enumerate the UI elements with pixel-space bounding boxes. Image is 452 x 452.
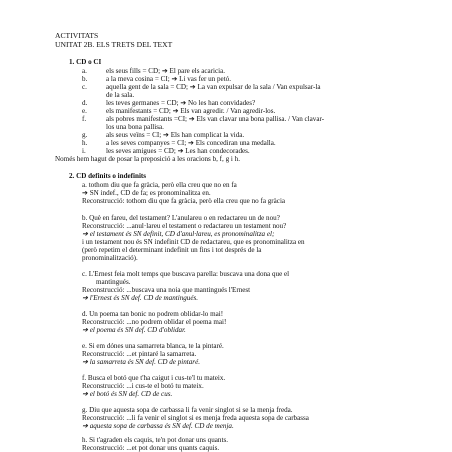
exercise-e-sentence: e. Si em dónes una samarreta blanca, te la pintaré. — [82, 342, 224, 350]
section1-item-text-cont: los una bona pallisa. — [106, 123, 164, 131]
exercise-f-analysis: ➔ el botó és SN def. CD de cus. — [82, 390, 173, 398]
exercise-a-reconstruction: Reconstrucció: tothom diu que fa gràcia, però ella creu que no fa gràcia — [82, 197, 286, 205]
exercise-c-sentence-cont: mantingués. — [96, 278, 131, 286]
document-subtitle: UNITAT 2B. ELS TRETS DEL TEXT — [55, 40, 173, 49]
section1-item-letter: b. — [82, 75, 88, 83]
section1-item-text: aquella gent de la sala = CD; ➔ La van expulsar de la sala / Van expulsar-la — [106, 83, 321, 91]
exercise-g-reconstruction: Reconstrucció: ...li fa venir el singlot si es menja freda aquesta sopa de carbassa — [82, 414, 309, 422]
section1-heading: 1. CD o CI — [69, 58, 102, 66]
exercise-c-reconstruction: Reconstrucció: ...buscava una noia que mantingués l'Ernest — [82, 286, 251, 294]
exercise-b-reconstruction: Reconstrucció: ...anul·lareu el testament o redactareu un testament nou? — [82, 222, 287, 230]
section1-item-letter: a. — [82, 67, 87, 75]
exercise-a-analysis: ➔ SN indef., CD de fa; es pronominalitza en. — [82, 189, 211, 197]
section1-item-text: a les seves companyes = CI; ➔ Els concediran una medalla. — [106, 139, 276, 147]
exercise-e-analysis: ➔ la samarreta és SN def. CD de pintaré. — [82, 358, 200, 366]
exercise-b-sentence: b. Què en fareu, del testament? L'anulareu o en redactareu un de nou? — [82, 214, 280, 222]
section2-heading: 2. CD definits o indefinits — [69, 172, 147, 180]
exercise-d-reconstruction: Reconstrucció: ...no podrem oblidar el poema mai! — [82, 318, 227, 326]
section1-item-letter: g. — [82, 131, 88, 139]
section1-item-text: als seus veïns = CI; ➔ Els han complicat la vida. — [106, 131, 245, 139]
section1-item-text: els manifestants = CD; ➔ Els van agredir. / Van agredir-los. — [106, 107, 276, 115]
exercise-d-sentence: d. Un poema tan bonic no podrem oblidar-lo mai! — [82, 310, 224, 318]
section1-item-text: les seves amigues = CD; ➔ Les han condecorades. — [106, 147, 250, 155]
section1-item-text-cont: de la sala. — [106, 91, 135, 99]
exercise-b-analysis: (però repetim el determinant indefinit un fins i tot després de la — [82, 246, 262, 254]
exercise-d-analysis: ➔ el poema és SN def. CD d'oblidar. — [82, 326, 186, 334]
exercise-g-analysis: ➔ aquesta sopa de carbassa és SN def. CD de menja. — [82, 422, 234, 430]
exercise-h-sentence: h. Si t'agraden els caquis, te'n pot donar uns quants. — [82, 436, 228, 444]
section1-item-letter: c. — [82, 83, 87, 91]
section1-item-text: als pobres manifestants =CI; ➔ Els van clavar una bona pallisa. / Van clavar- — [106, 115, 325, 123]
section1-item-letter: e. — [82, 107, 87, 115]
exercise-b-analysis: ➔ el testament és SN definit, CD d'anul·lareu, es pronominalitza el; — [82, 230, 275, 238]
section1-item-text: els seus fills = CD; ➔ El pare els acaricia. — [106, 67, 226, 75]
section1-item-letter: i. — [82, 147, 86, 155]
section1-item-letter: h. — [82, 139, 88, 147]
exercise-g-sentence: g. Diu que aquesta sopa de carbassa li fa venir singlot si se la menja freda. — [82, 406, 293, 414]
section1-item-letter: f. — [82, 115, 87, 123]
exercise-e-reconstruction: Reconstrucció: ...et pintaré la samarreta. — [82, 350, 197, 358]
document-title: ACTIVITATS — [55, 31, 99, 40]
exercise-b-analysis: pronominalització). — [82, 254, 138, 262]
exercise-f-sentence: f. Busca el botó que t'ha caigut i cus-te'l tu mateix. — [82, 374, 226, 382]
exercise-f-reconstruction: Reconstrucció: ...i cus-te el botó tu mateix. — [82, 382, 204, 390]
section1-item-text: les teves germanes = CD; ➔ No les han convidades? — [106, 99, 256, 107]
section1-item-letter: d. — [82, 99, 88, 107]
exercise-c-analysis: ➔ l'Ernest és SN def. CD de mantingués. — [82, 294, 199, 302]
exercise-a-sentence: a. tothom diu que fa gràcia, però ella creu que no en fa — [82, 181, 237, 189]
section1-item-text: a la meva cosina = CI; ➔ Li vas fer un petó. — [106, 75, 231, 83]
exercise-b-analysis: i un testament nou és SN indefinit CD de redactareu, que es pronominalitza en — [82, 238, 305, 246]
section1-note: Només hem hagut de posar la preposició a les oracions b, f, g i h. — [55, 155, 240, 163]
exercise-c-sentence: c. L'Ernest feia molt temps que buscava parella: buscava una dona que el — [82, 270, 290, 278]
exercise-h-reconstruction: Reconstrucció: ...et pot donar uns quants caquis. — [82, 444, 220, 452]
